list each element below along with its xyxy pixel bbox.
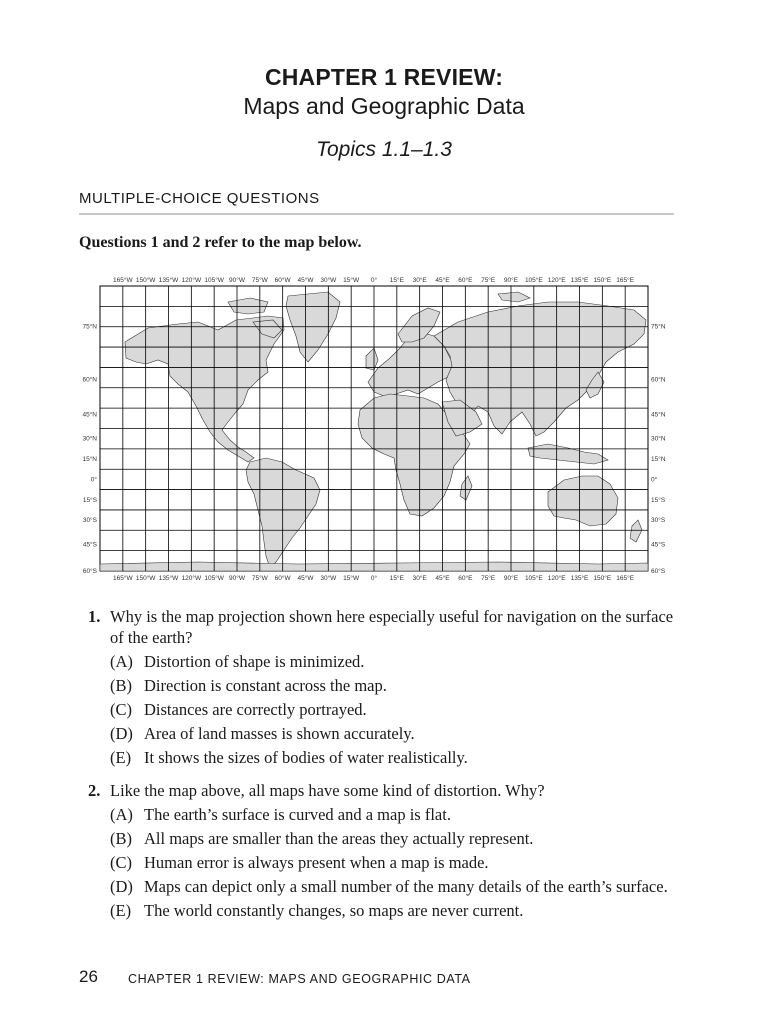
latitude-label-right: 0° — [651, 476, 658, 484]
latitude-label-right: 60°S — [651, 568, 666, 575]
answer-option-b[interactable] — [110, 828, 678, 849]
latitude-label-left: 60°N — [82, 376, 97, 384]
latitude-label-right: 45°S — [651, 541, 666, 549]
longitude-label-top: 60°E — [458, 277, 473, 284]
option-text: Distortion of shape is minimized. — [144, 652, 365, 671]
latitude-label-left: 45°S — [82, 541, 97, 549]
longitude-label-top: 75°E — [481, 277, 496, 284]
longitude-label-top: 120°E — [547, 277, 566, 284]
option-text: Human error is always present when a map is made. — [144, 853, 489, 872]
longitude-label-top: 165°E — [616, 277, 635, 284]
option-letter: (E) — [110, 748, 132, 767]
latitude-label-right: 45°N — [651, 411, 666, 419]
option-text: Maps can depict only a small number of the many details of the earth’s surface. — [144, 877, 668, 896]
longitude-label-top: 105°E — [524, 277, 543, 284]
longitude-label-bottom: 165°E — [616, 575, 635, 582]
latitude-label-left: 30°S — [82, 517, 97, 525]
option-letter: (C) — [110, 700, 132, 719]
longitude-label-bottom: 30°W — [320, 575, 337, 582]
latitude-label-left: 30°N — [82, 435, 97, 443]
longitude-label-top: 0° — [370, 277, 378, 284]
option-letter: (E) — [110, 901, 132, 920]
longitude-label-top: 60°W — [274, 277, 291, 284]
latitude-label-left: 15°N — [82, 456, 97, 464]
chapter-subtitle: Maps and Geographic Data — [243, 93, 525, 119]
longitude-label-bottom: 90°E — [503, 575, 519, 582]
answer-option-b[interactable] — [110, 675, 678, 696]
world-map-figure — [78, 272, 676, 584]
topics-line: Topics 1.1–1.3 — [316, 138, 452, 161]
question-1 — [88, 606, 678, 768]
longitude-label-top: 165°W — [113, 277, 133, 284]
longitude-label-bottom: 60°E — [458, 575, 473, 582]
latitude-label-left: 0° — [90, 476, 97, 484]
question-stem: Like the map above, all maps have some kind of distortion. Why? — [110, 781, 545, 800]
longitude-label-bottom: 45°W — [297, 575, 314, 582]
section-heading: MULTIPLE-CHOICE QUESTIONS — [79, 190, 320, 207]
longitude-label-bottom: 135°W — [158, 575, 179, 582]
longitude-label-bottom: 165°W — [113, 575, 133, 582]
longitude-label-top: 120°W — [181, 277, 202, 284]
longitude-label-bottom: 120°W — [181, 575, 202, 582]
longitude-label-top: 45°E — [435, 277, 450, 284]
longitude-label-top: 90°W — [229, 277, 245, 284]
longitude-label-bottom: 105°W — [204, 575, 224, 582]
longitude-label-bottom: 105°E — [524, 575, 543, 582]
latitude-label-left: 60°S — [82, 568, 97, 575]
latitude-label-right: 30°N — [651, 435, 666, 443]
longitude-label-bottom: 60°W — [274, 575, 291, 582]
answer-option-a[interactable] — [110, 804, 678, 825]
latitude-label-left: 45°N — [82, 411, 97, 419]
longitude-label-bottom: 90°W — [229, 575, 245, 582]
option-text: All maps are smaller than the areas they actually represent. — [144, 829, 534, 848]
latitude-label-left: 75°N — [82, 323, 97, 331]
longitude-label-top: 30°E — [412, 277, 427, 284]
latitude-label-right: 30°S — [651, 517, 666, 525]
longitude-label-top: 135°W — [158, 277, 179, 284]
option-text: Distances are correctly portrayed. — [144, 700, 367, 719]
longitude-label-top: 105°W — [204, 277, 224, 284]
answer-option-d[interactable] — [110, 723, 678, 744]
option-text: Area of land masses is shown accurately. — [144, 724, 415, 743]
longitude-label-bottom: 30°E — [412, 575, 427, 582]
page-number: 26 — [79, 967, 98, 986]
answer-option-c[interactable] — [110, 699, 678, 720]
question-stem: Why is the map projection shown here especially useful for navigation on the surface of the earth? — [110, 607, 674, 647]
option-text: The world constantly changes, so maps are never current. — [144, 901, 524, 920]
longitude-label-bottom: 135°E — [570, 575, 589, 582]
longitude-label-bottom: 150°W — [135, 575, 156, 582]
answer-option-e[interactable] — [110, 900, 678, 921]
running-footer: CHAPTER 1 REVIEW: MAPS AND GEOGRAPHIC DATA — [128, 972, 471, 986]
longitude-label-top: 90°E — [503, 277, 519, 284]
option-letter: (B) — [110, 829, 132, 848]
longitude-label-top: 75°W — [251, 277, 268, 284]
option-letter: (C) — [110, 853, 132, 872]
longitude-label-bottom: 75°E — [481, 575, 496, 582]
option-text: Direction is constant across the map. — [144, 676, 387, 695]
chapter-title: CHAPTER 1 REVIEW: — [264, 64, 504, 90]
longitude-label-top: 15°W — [343, 277, 360, 284]
longitude-label-top: 150°W — [135, 277, 156, 284]
longitude-label-bottom: 0° — [370, 575, 378, 582]
option-text: It shows the sizes of bodies of water realistically. — [144, 748, 468, 767]
question-number: 1. — [88, 607, 101, 626]
longitude-label-top: 135°E — [570, 277, 589, 284]
longitude-label-bottom: 15°W — [343, 575, 360, 582]
section-divider — [79, 213, 674, 215]
latitude-label-right: 75°N — [651, 323, 666, 331]
answer-option-a[interactable] — [110, 651, 678, 672]
latitude-label-left: 15°S — [82, 496, 97, 504]
questions-intro: Questions 1 and 2 refer to the map below. — [79, 234, 362, 251]
answer-option-e[interactable] — [110, 747, 678, 768]
latitude-label-right: 15°S — [651, 496, 666, 504]
latitude-label-right: 15°N — [651, 456, 666, 464]
world-map — [78, 272, 676, 584]
longitude-label-bottom: 45°E — [435, 575, 450, 582]
longitude-label-top: 15°E — [389, 277, 404, 284]
longitude-label-top: 30°W — [320, 277, 337, 284]
longitude-label-top: 150°E — [593, 277, 612, 284]
question-number: 2. — [88, 781, 101, 800]
option-letter: (D) — [110, 724, 133, 743]
longitude-label-bottom: 75°W — [251, 575, 268, 582]
option-letter: (B) — [110, 676, 132, 695]
option-text: The earth’s surface is curved and a map is flat. — [144, 805, 451, 824]
longitude-label-bottom: 150°E — [593, 575, 612, 582]
option-letter: (A) — [110, 805, 133, 824]
answer-option-c[interactable] — [110, 852, 678, 873]
longitude-label-bottom: 15°E — [389, 575, 404, 582]
longitude-label-bottom: 120°E — [547, 575, 566, 582]
answer-option-d[interactable] — [110, 876, 678, 897]
longitude-label-top: 45°W — [297, 277, 314, 284]
latitude-label-right: 60°N — [651, 376, 666, 384]
question-2 — [88, 780, 678, 921]
option-letter: (D) — [110, 877, 133, 896]
option-letter: (A) — [110, 652, 133, 671]
